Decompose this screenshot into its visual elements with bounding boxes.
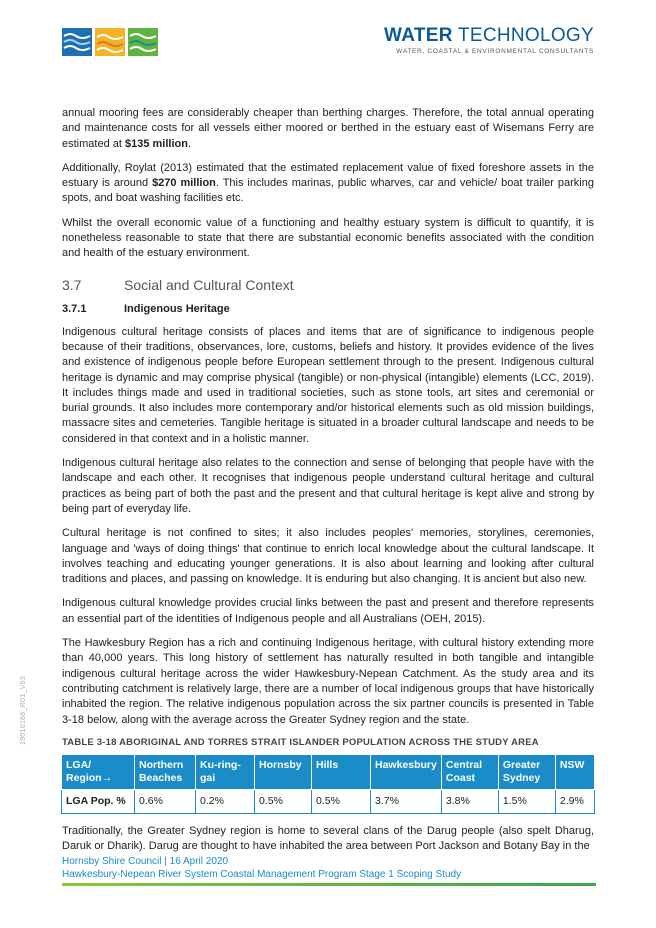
heritage-paragraph-3: Cultural heritage is not confined to sites; it also includes peoples' memories, storylines, ceremonies, language and 'ways of doing things' that continue to enrich local knowledge about the cultural landscape. It involves teaching and educating younger generations. It is also about learning and looking after cultural traditions and places, and passing on knowledge. It is enduring but also changing. It is ancient but also new. [62,527,594,586]
table-row-label: LGA Pop. % [62,789,135,813]
table-header-row [62,754,595,789]
heritage-paragraph-2: Indigenous cultural heritage also relates to the connection and sense of belonging that people have with the landscape and each other. It recognises that indigenous people understand cultural heritage and cultural practices as being part of both the past and the present and that cultural heritage is kept alive and strong by being part of everyday life. [62,457,594,515]
brand-name-bold: WATER [384,25,453,46]
table-header-cell: Northern Beaches [135,754,196,789]
table-header-cell: Greater Sydney [498,754,555,789]
table-cell: 3.7% [371,789,442,813]
population-table [61,754,595,814]
table-row [62,789,595,813]
brand-name-light: TECHNOLOGY [452,25,594,46]
table-header-cell: Central Coast [441,754,498,789]
document-code: 19010166_R01_V03 [20,675,27,745]
table-cell: 0.2% [196,789,255,813]
heritage-paragraph-1: Indigenous cultural heritage consists of places and items that are of significance to indigenous people because of their traditions, observances, lore, customs, beliefs and history. It provides evidence of the lives and existence of indigenous people before European settlement through to the present. Indigenous cultural heritage is dynamic and may comprise physical (tangible) or non-physical (intangible) elements (LCC, 2019). It includes things made and used in traditional societies, such as stone tools, art sites and ceremonial or burial grounds. It also includes more contemporary and/or historical elements such as old mission buildings, massacre sites and cemeteries. Tangible heritage is situated in a broader cultural landscape and needs to be considered in that context and in a holistic manner. [62,325,594,445]
brand-block [384,26,594,55]
table-header-cell: Hornsby [255,754,312,789]
table-header-cell: Hills [312,754,371,789]
table-header-cell: LGA/ Region→ [62,754,135,789]
table-cell: 0.5% [312,789,371,813]
heritage-paragraph-5: The Hawkesbury Region has a rich and continuing Indigenous heritage, with cultural history extending more than 40,000 years. This long history of settlement has naturally resulted in both tangible and intangible indigenous cultural heritage across the wider Hawkesbury-Nepean Catchment. As the study area and its contributing catchment is relatively large, there are a number of local indigenous groups that have historically inhabited the region. The relative indigenous population across the six partner councils is presented in Table 3-18 below, along with the average across the Greater Sydney region and the state. [62,637,594,726]
table-header-cell: Ku-ring-gai [196,754,255,789]
brand-name [384,26,594,46]
table-cell: 0.6% [135,789,196,813]
table-header-cell: Hawkesbury [371,754,442,789]
subsection-heading: 3.7.1 Indigenous Heritage [62,302,230,315]
section-heading: 3.7 Social and Cultural Context [62,276,294,293]
table-cell: 3.8% [441,789,498,813]
table-header-cell: NSW [555,754,594,789]
brand-tagline: WATER, COASTAL & ENVIRONMENTAL CONSULTANTS [396,48,594,55]
table-cell: 0.5% [255,789,312,813]
company-logo-icon [62,28,158,56]
page-footer [62,855,461,881]
table-cell: 1.5% [498,789,555,813]
footer-line-2: Hawkesbury-Nepean River System Coastal Management Program Stage 1 Scoping Study [62,869,462,880]
intro-paragraph-3: Whilst the overall economic value of a functioning and healthy estuary system is difficult to quantify, it is nonetheless reasonable to state that there are substantial economic benefits associated with the condition and health of the estuary environment. [62,216,594,260]
closing-paragraph: Traditionally, the Greater Sydney region is home to several clans of the Darug people (also spelt Dharug, Daruk or Dharik). Darug are thought to have inhabited the area between Port Jackson and Botany Bay in the [62,824,594,853]
intro-paragraph-1: annual mooring fees are considerably cheaper than berthing charges. Therefore, the total annual operating and maintenance costs for all vessels either moored or berthed in the estuary east of Wisemans Ferry are estimated at $135 million. [62,107,594,150]
intro-paragraph-2: Additionally, Roylat (2013) estimated that the estimated replacement value of fixed foreshore assets in the estuary is around $270 million. This includes marinas, public wharves, car and vehicle/ boat trailer parking spots, and boat washing facilities etc. [62,161,594,205]
footer-line-1: Hornsby Shire Council | 16 April 2020 [62,856,229,867]
document-body [62,106,594,863]
heritage-paragraph-4: Indigenous cultural knowledge provides crucial links between the past and present and therefore represents an essential part of the identities of Indigenous people and all Australians (OEH, 2015). [62,597,594,625]
footer-divider [62,883,596,886]
table-caption: TABLE 3-18 ABORIGINAL AND TORRES STRAIT ISLANDER POPULATION ACROSS THE STUDY AREA [62,736,539,748]
table-cell: 2.9% [555,789,594,813]
